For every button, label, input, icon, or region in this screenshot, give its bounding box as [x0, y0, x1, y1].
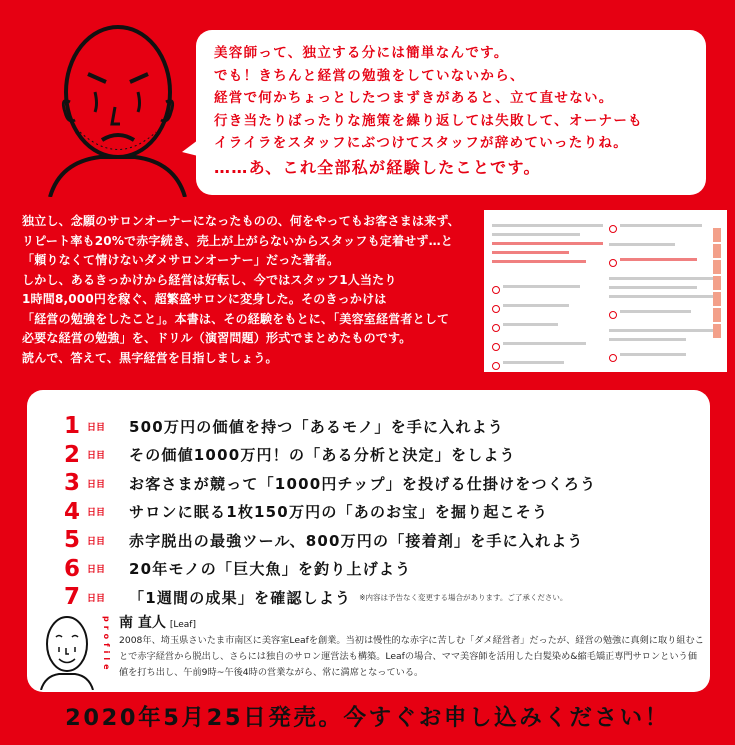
day-number: 2: [63, 441, 80, 468]
day-unit: 日目: [87, 422, 106, 433]
day-unit: 日目: [87, 593, 106, 604]
day-unit: 日目: [87, 536, 106, 547]
speech-bubble: [196, 30, 706, 195]
speech-line: 経営で何かちょっとしたつまずきがあると、立て直せない。: [214, 90, 614, 106]
profile-label: profile: [102, 616, 111, 674]
day-title: 20年モノの「巨大魚」を釣り上げよう: [129, 560, 412, 579]
day-item: [59, 469, 596, 498]
intro-line: 「頼りなくて情けないダメサロンオーナー」だった著者。: [22, 253, 340, 267]
intro-line: 読んで、答えて、黒字経営を目指しましょう。: [22, 350, 278, 365]
author-illustration: [39, 612, 95, 690]
day-unit: 日目: [87, 479, 106, 490]
speech-line: 美容師って、独立する分には簡単なんです。: [214, 45, 509, 61]
day-title: サロンに眠る1枚150万円の「あのお宝」を掘り起こそう: [129, 503, 549, 522]
day-title: 「1週間の成果」を確認しよう: [129, 588, 352, 607]
preview-right-page: [609, 218, 720, 364]
day-item: [59, 441, 596, 470]
day-list: [59, 412, 596, 612]
author-salon-tag: [Leaf]: [169, 620, 196, 630]
day-number: 4: [63, 498, 80, 525]
day-unit: 日目: [87, 451, 106, 462]
day-title: 赤字脱出の最強ツール、800万円の「接着剤」を手に入れよう: [129, 531, 584, 550]
intro-line: 「経営の勉強をしたこと」。本書は、その経験をもとに、「美容室経営者として: [22, 311, 450, 326]
speech-line: イライラをスタッフにぶつけてスタッフが辞めていったりね。: [214, 135, 628, 151]
intro-line: しかし、あるきっかけから経営は好転し、今ではスタッフ1人当たり: [22, 272, 397, 287]
author-name: [119, 612, 196, 632]
day-number: 1: [63, 413, 80, 440]
speech-punchline: ……あ、これ全部私が経験したことです。: [214, 157, 541, 177]
day-unit: 日目: [87, 508, 106, 519]
author-name-text: 南 直人: [119, 615, 166, 631]
day-number: 6: [63, 555, 80, 582]
day-title: 500万円の価値を持つ「あるモノ」を手に入れよう: [129, 417, 504, 436]
day-title: お客さまが競って「1000円チップ」を投げる仕掛けをつくろう: [129, 474, 597, 493]
day-item: [59, 555, 596, 584]
speech-line: 行き当たりばったりな施策を繰り返しては失敗して、オーナーも: [214, 112, 643, 129]
day-number: 5: [63, 527, 80, 554]
intro-line: 独立し、念願のサロンオーナーになったものの、何をやってもお客さまは来ず、: [22, 214, 460, 228]
worried-man-illustration: [40, 12, 190, 197]
day-title: その価値1000万円！の「ある分析と決定」をしよう: [129, 446, 516, 465]
speech-line: でも！きちんと経営の勉強をしていないから、: [214, 67, 525, 84]
day-item: [59, 412, 596, 441]
day-number: 3: [63, 470, 80, 497]
day-item: [59, 526, 596, 555]
release-announcement: 2020年5月25日発売。今すぐお申し込みください！: [65, 705, 670, 731]
intro-line: 1時間8,000円を稼ぐ、超繁盛サロンに変身した。そのきっかけは: [22, 292, 387, 306]
intro-line: 必要な経営の勉強」を、ドリル（演習問題）形式でまとめたものです。: [22, 331, 412, 345]
preview-left-page: [492, 218, 603, 364]
intro-line: リピート率も20%で赤字続き、売上が上がらないからスタッフも定着せず…と: [22, 233, 453, 248]
day-item: [59, 498, 596, 527]
change-notice: ※内容は予告なく変更する場合があります。ご了承ください。: [359, 592, 568, 602]
author-bio: 2008年、埼玉県さいたま市南区に美容室Leafを創業。当初は慢性的な赤字に苦しむ「ダメ経営者」だったが、経営の勉強に真剣に取り組むことで赤字経営から脱出し、さらには独自のサロン運営法も構築。Leafの場合、ママ美容師を活用した白髪染め&縮毛矯正専門サロンという価値を打ち出し、午前9時~午後4時の営業ながら、常に満席となっている。: [119, 635, 704, 678]
contents-box: [27, 390, 710, 692]
day-unit: 日目: [87, 565, 106, 576]
book-page-preview: [484, 210, 727, 372]
day-number: 7: [63, 584, 80, 611]
day-item: [59, 583, 596, 612]
intro-text: [22, 212, 482, 368]
